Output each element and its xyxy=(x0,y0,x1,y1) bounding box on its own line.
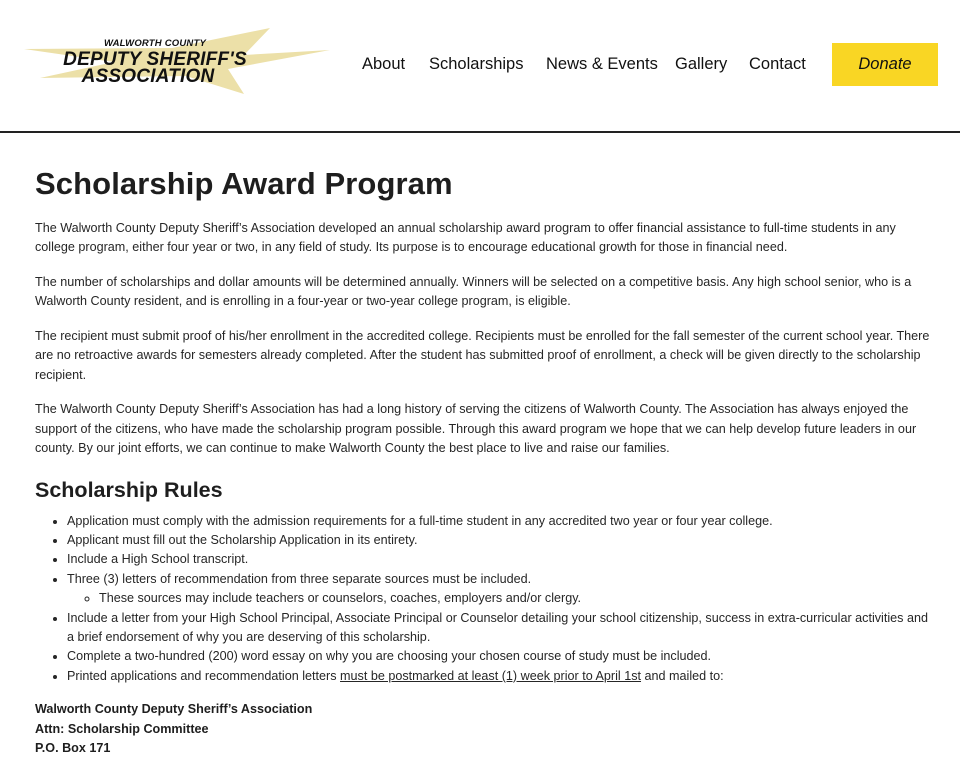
address-line: Attn: Scholarship Committee xyxy=(35,721,209,736)
rule-item: • Include a High School transcript. xyxy=(67,550,930,569)
nav-news-events[interactable]: News & Events xyxy=(546,55,658,73)
rule-item xyxy=(67,667,930,686)
page-title: Scholarship Award Program xyxy=(35,166,453,201)
address-line: P.O. Box 171 xyxy=(35,741,111,756)
intro-paragraph-4: The Walworth County Deputy Sheriff’s Association has had a long history of serving the citizens of Walworth County. The Association has always enjoyed the support of the citizens, who have made the scholarship program possible. Through this award program we hope that we can help develop future leaders in our county. By our joint efforts, we can continue to make Walworth County the best place to live and raise our families. xyxy=(35,402,917,456)
rule-sub-list xyxy=(67,589,930,608)
rule-item xyxy=(67,570,930,609)
intro-paragraph-3: The recipient must submit proof of his/her enrollment in the accredited college. Recipients must be enrolled for the fall semester of the current school year. There are no retroactive awards for semesters already completed. After the student has submitted proof of enrollment, a check will be given directly to the scholarship recipient. xyxy=(35,329,930,382)
nav-about[interactable]: About xyxy=(362,55,406,73)
rule-item-text: and mailed to: xyxy=(641,668,724,683)
rules-list xyxy=(35,512,930,687)
postmark-deadline: must be postmarked at least (1) week prior to April 1st xyxy=(340,668,642,683)
rule-item: • Applicant must fill out the Scholarship Application in its entirety. xyxy=(67,531,930,550)
nav-scholarships[interactable]: Scholarships xyxy=(429,55,524,73)
rule-item-text: Printed applications and recommendation letters xyxy=(67,668,341,683)
logo-county-text: WALWORTH COUNTY xyxy=(103,38,207,49)
rule-item: • Application must comply with the admission requirements for a full-time student in any accredited two year or four year college. xyxy=(67,512,930,531)
site-logo[interactable] xyxy=(22,24,334,96)
donate-button[interactable]: Donate xyxy=(832,43,938,86)
nav-gallery[interactable]: Gallery xyxy=(675,55,728,73)
mailing-address xyxy=(35,700,930,758)
rule-item-text: Three (3) letters of recommendation from three separate sources must be included. xyxy=(67,571,532,586)
logo-title-line1: DEPUTY SHERIFF'S xyxy=(63,49,247,70)
rule-item: • Include a letter from your High School Principal, Associate Principal or Counselor detailing your school citizenship, success in extra-curricular activities and a brief endorsement of why you are deserving of this scholarship. xyxy=(67,609,930,648)
rule-sub-item: ◦ These sources may include teachers or counselors, coaches, employers and/or clergy. xyxy=(99,589,930,608)
intro-paragraph-2: The number of scholarships and dollar amounts will be determined annually. Winners will be selected on a competitive basis. Any high school senior, who is a Walworth County resident, and is enrolling in a four-year or two-year college program, is eligible. xyxy=(35,275,912,309)
main-content xyxy=(35,160,930,759)
rule-item: • Complete a two-hundred (200) word essay on why you are choosing your chosen course of study must be included. xyxy=(67,647,930,666)
intro-paragraph-1: The Walworth County Deputy Sheriff’s Association developed an annual scholarship award program to offer financial assistance to full-time students in any college program, either four year or two, in any field of study. Its purpose is to encourage educational growth for those in financial need. xyxy=(35,221,896,255)
rules-heading: Scholarship Rules xyxy=(35,477,223,502)
logo-title-line2: ASSOCIATION xyxy=(81,66,215,87)
address-line: Walworth County Deputy Sheriff’s Association xyxy=(35,702,313,717)
site-header xyxy=(0,0,960,133)
nav-contact[interactable]: Contact xyxy=(749,55,806,73)
